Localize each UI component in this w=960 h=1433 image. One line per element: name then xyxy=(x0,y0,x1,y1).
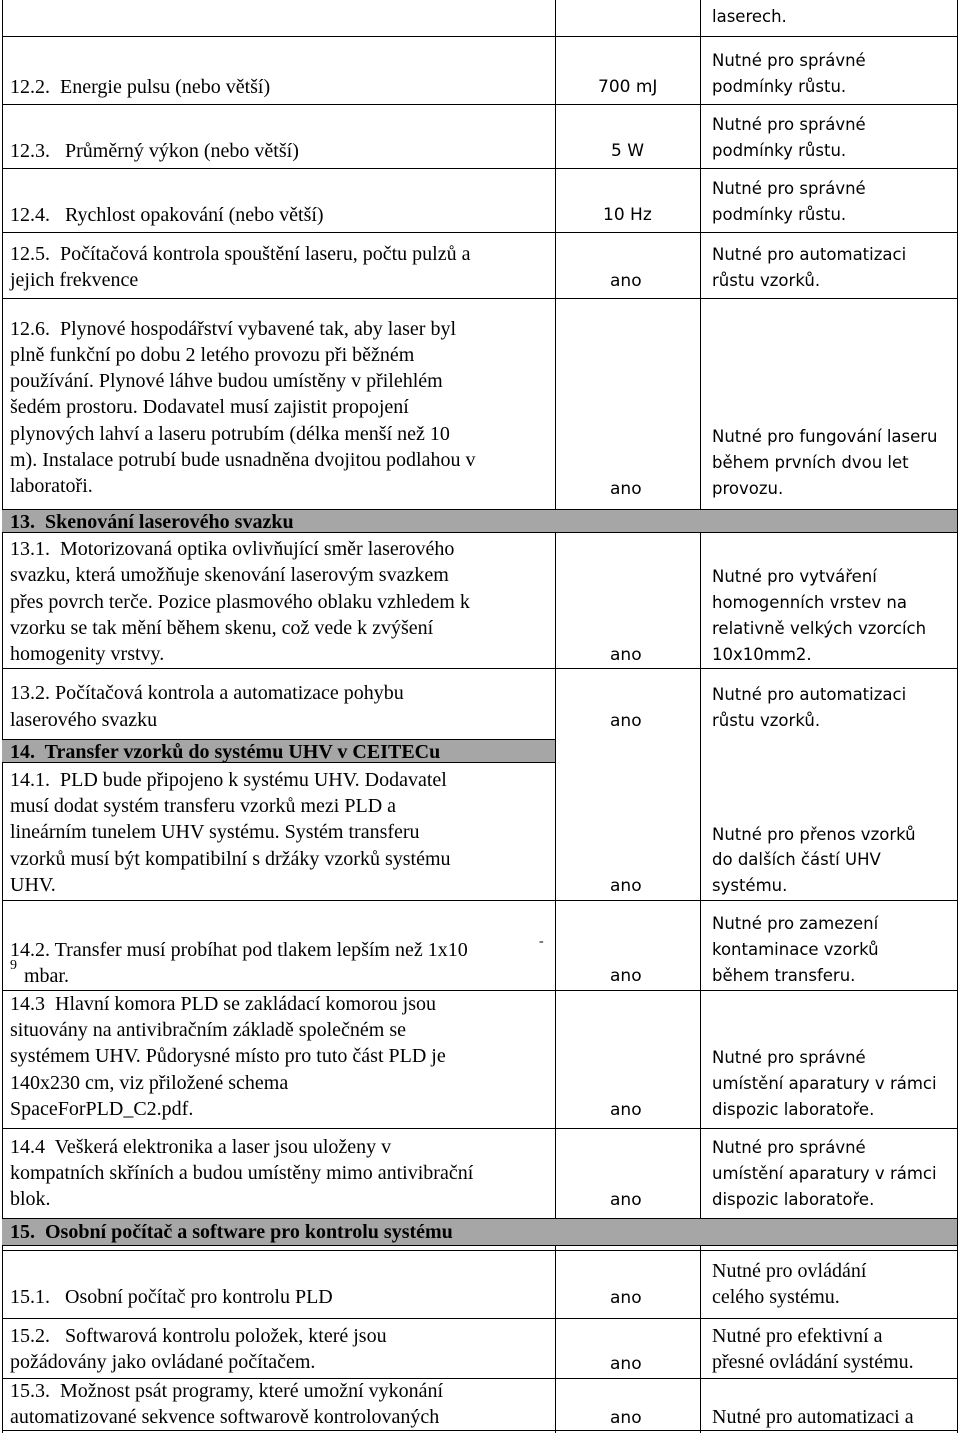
row-12-6-value: ano xyxy=(610,479,642,499)
row-12-6-description-line6: m). Instalace potrubí bude usnadněna dvojitou podlahou v xyxy=(10,449,476,471)
row-13-1-description-line4: vzorku se tak mění během skenu, což vede k zvýšení xyxy=(10,617,434,639)
row-12-3-description: 12.3. Průměrný výkon (nebo větší) xyxy=(10,140,299,162)
row-15-2-note-line2: přesné ovládání systému. xyxy=(712,1351,914,1373)
row-14-4-description-line2: kompatních skříních a budou umístěny mimo antivibrační xyxy=(10,1162,474,1184)
row-14-4-description-line3: blok. xyxy=(10,1188,51,1210)
row-15-3-description-line1: 15.3. Možnost psát programy, které umožní vykonání xyxy=(10,1380,444,1402)
row-border xyxy=(2,1318,958,1319)
row-12-3-note-line2: podmínky růstu. xyxy=(712,141,847,160)
row-12-6-description-line5: plynových lahví a laseru potrubím (délka menší než 10 xyxy=(10,423,450,445)
row-13-1-description-line1: 13.1. Motorizovaná optika ovlivňující směr laserového xyxy=(10,538,455,560)
row-14-1-note-line2: do dalších částí UHV xyxy=(712,850,881,869)
row-12-6-note-line1: Nutné pro fungování laseru xyxy=(712,427,938,446)
row-border xyxy=(2,36,958,37)
row-12-5-note-line1: Nutné pro automatizaci xyxy=(712,245,907,264)
row-14-3-description-line4: 140x230 cm, viz přiložené schema xyxy=(10,1072,289,1094)
row-13-2-note-line1: Nutné pro automatizaci xyxy=(712,685,907,704)
row-15-3-description-line2: automatizované sekvence softwarově kontrolovaných xyxy=(10,1406,440,1428)
row-12-3-value: 5 W xyxy=(611,141,645,161)
row-14-3-note-line2: umístění aparatury v rámci xyxy=(712,1074,937,1093)
row-15-1-note-line1: Nutné pro ovládání xyxy=(712,1260,867,1282)
row-12-6-description-line4: šedém prostoru. Dodavatel musí zajistit propojení xyxy=(10,396,409,418)
row-12-6-description-line7: laboratoři. xyxy=(10,475,93,497)
column-border-right xyxy=(957,0,958,1433)
row-14-1-description-line4: vzorků musí být kompatibilní s držáky vzorků systému xyxy=(10,848,451,870)
row-15-3-note: Nutné pro automatizaci a xyxy=(712,1406,914,1428)
row-14-3-description-line1: 14.3 Hlavní komora PLD se zakládací komorou jsou xyxy=(10,993,437,1015)
row-border xyxy=(2,668,958,669)
row-13-1-description-line3: přes povrch terče. Pozice plasmového oblaku vzhledem k xyxy=(10,591,470,613)
row-14-2-exponent-digit: 9 xyxy=(10,958,17,973)
row-13-1-note-line2: homogenních vrstev na xyxy=(712,593,907,612)
row-14-2-description-line2: mbar. xyxy=(24,965,69,987)
row-12-2-note-line2: podmínky růstu. xyxy=(712,77,847,96)
row-12-6-note-line2: během prvních dvou let xyxy=(712,453,909,472)
row-14-2-description-line1: 14.2. Transfer musí probíhat pod tlakem lepším než 1x10 xyxy=(10,939,468,961)
row-border xyxy=(2,104,958,105)
row-12-5-description-line1: 12.5. Počítačová kontrola spouštění laseru, počtu pulzů a xyxy=(10,243,471,265)
row-13-1-description-line2: svazku, která umožňuje skenování laserovým svazkem xyxy=(10,564,449,586)
row-border xyxy=(2,168,958,169)
section-13-title: 13. Skenování laserového svazku xyxy=(10,511,294,533)
row-12-6-description-line1: 12.6. Plynové hospodářství vybavené tak, aby laser byl xyxy=(10,318,457,340)
row-12-2-description: 12.2. Energie pulsu (nebo větší) xyxy=(10,76,271,98)
row-12-4-note-line1: Nutné pro správné xyxy=(712,179,866,198)
row-14-1-note-line3: systému. xyxy=(712,876,788,895)
row-13-1-note-line4: 10x10mm2. xyxy=(712,645,812,664)
row-15-1-note-line2: celého systému. xyxy=(712,1286,840,1308)
row-13-2-note-line2: růstu vzorků. xyxy=(712,711,821,730)
row-12-4-value: 10 Hz xyxy=(603,205,652,225)
row-15-2-value: ano xyxy=(610,1354,642,1374)
row-14-2-value: ano xyxy=(610,966,642,986)
row-top-note: laserech. xyxy=(712,7,787,26)
row-13-2-description-line1: 13.2. Počítačová kontrola a automatizace pohybu xyxy=(10,682,404,704)
row-12-4-note-line2: podmínky růstu. xyxy=(712,205,847,224)
row-border xyxy=(2,900,958,901)
row-border xyxy=(2,1128,958,1129)
row-14-1-description-line5: UHV. xyxy=(10,874,56,896)
row-14-1-description-line2: musí dodat systém transferu vzorků mezi PLD a xyxy=(10,795,397,817)
row-12-5-description-line2: jejich frekvence xyxy=(10,269,139,291)
row-15-3-value: ano xyxy=(610,1408,642,1428)
row-15-1-description: 15.1. Osobní počítač pro kontrolu PLD xyxy=(10,1286,333,1308)
row-14-3-description-line3: systémem UHV. Půdorysné místo pro tuto část PLD je xyxy=(10,1045,446,1067)
row-12-2-value: 700 mJ xyxy=(598,77,658,97)
row-14-2-exponent-minus: - xyxy=(539,934,544,949)
section-14-title: 14. Transfer vzorků do systému UHV v CEITECu xyxy=(10,741,441,763)
row-15-1-value: ano xyxy=(610,1288,642,1308)
row-14-4-note-line1: Nutné pro správné xyxy=(712,1138,866,1157)
row-12-5-value: ano xyxy=(610,271,642,291)
row-14-1-description-line3: lineárním tunelem UHV systému. Systém transferu xyxy=(10,821,420,843)
row-15-2-description-line1: 15.2. Softwarová kontrolu položek, které jsou xyxy=(10,1325,387,1347)
row-14-3-note-line1: Nutné pro správné xyxy=(712,1048,866,1067)
row-15-2-note-line1: Nutné pro efektivní a xyxy=(712,1325,883,1347)
row-12-2-note-line1: Nutné pro správné xyxy=(712,51,866,70)
row-14-4-note-line2: umístění aparatury v rámci xyxy=(712,1164,937,1183)
row-15-2-description-line2: požádovány jako ovládané počítačem. xyxy=(10,1351,316,1373)
row-13-1-description-line5: homogenity vrstvy. xyxy=(10,643,165,665)
row-14-1-note-line1: Nutné pro přenos vzorků xyxy=(712,825,916,844)
row-12-4-description: 12.4. Rychlost opakování (nebo větší) xyxy=(10,204,324,226)
row-14-1-value: ano xyxy=(610,876,642,896)
row-14-2-note-line2: kontaminace vzorků xyxy=(712,940,879,959)
row-13-2-description-line2: laserového svazku xyxy=(10,709,158,731)
row-14-2-note-line3: během transferu. xyxy=(712,966,856,985)
row-12-5-note-line2: růstu vzorků. xyxy=(712,271,821,290)
row-13-1-value: ano xyxy=(610,645,642,665)
row-14-2-note-line1: Nutné pro zamezení xyxy=(712,914,879,933)
row-14-4-description-line1: 14.4 Veškerá elektronika a laser jsou uloženy v xyxy=(10,1136,392,1158)
row-14-3-value: ano xyxy=(610,1100,642,1120)
row-13-1-note-line3: relativně velkých vzorcích xyxy=(712,619,927,638)
row-12-6-note-line3: provozu. xyxy=(712,479,784,498)
row-14-3-description-line2: situovány na antivibračním základě společném se xyxy=(10,1019,406,1041)
row-border xyxy=(2,232,958,233)
row-border xyxy=(2,1430,958,1431)
row-14-4-note-line3: dispozic laboratoře. xyxy=(712,1190,875,1209)
row-13-1-note-line1: Nutné pro vytváření xyxy=(712,567,877,586)
row-border xyxy=(2,298,958,299)
row-14-1-description-line1: 14.1. PLD bude připojeno k systému UHV. Dodavatel xyxy=(10,769,447,791)
row-12-6-description-line2: plně funkční po dobu 2 letého provozu při běžném xyxy=(10,344,415,366)
section-15-title: 15. Osobní počítač a software pro kontrolu systému xyxy=(10,1221,453,1243)
row-14-3-description-line5: SpaceForPLD_C2.pdf. xyxy=(10,1098,194,1120)
row-12-3-note-line1: Nutné pro správné xyxy=(712,115,866,134)
row-13-2-value: ano xyxy=(610,711,642,731)
row-14-4-value: ano xyxy=(610,1190,642,1210)
row-14-3-note-line3: dispozic laboratoře. xyxy=(712,1100,875,1119)
row-12-6-description-line3: používání. Plynové láhve budou umístěny v přilehlém xyxy=(10,370,443,392)
row-border xyxy=(2,1250,958,1251)
